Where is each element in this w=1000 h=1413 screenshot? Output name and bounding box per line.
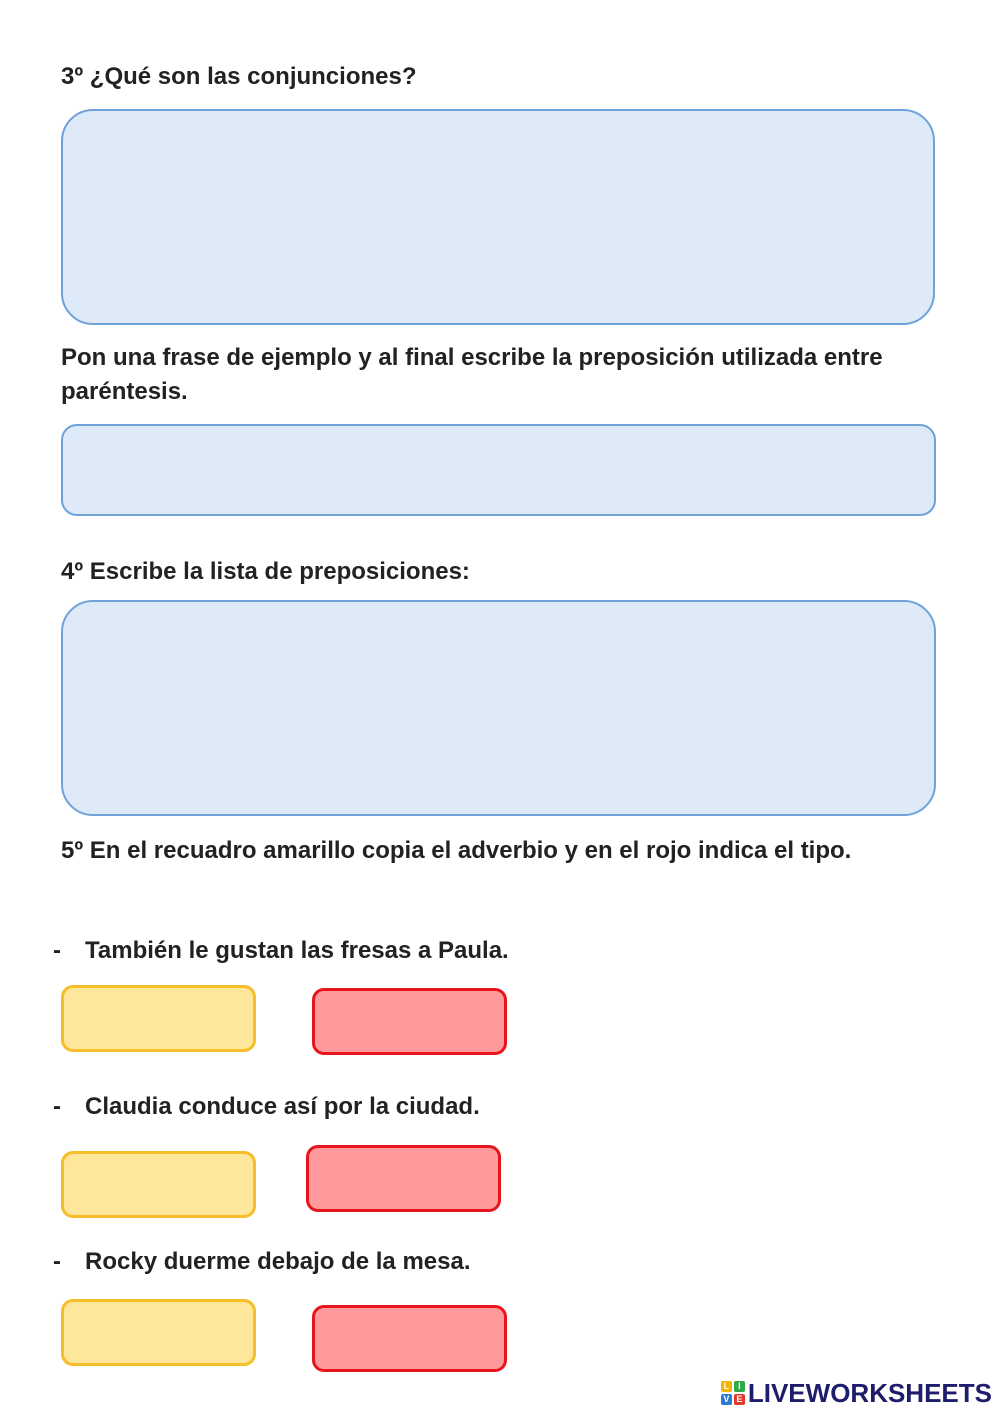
adverb-answer-box-1[interactable] bbox=[61, 985, 256, 1052]
question-3-instruction: Pon una frase de ejemplo y al final escribe la preposición utilizada entre paréntesis. bbox=[61, 344, 883, 405]
adverb-answer-box-3[interactable] bbox=[61, 1299, 256, 1366]
question-3-title: 3º ¿Qué son las conjunciones? bbox=[61, 63, 417, 90]
logo-mark-letter: V bbox=[721, 1394, 732, 1405]
liveworksheets-logo-icon bbox=[721, 1381, 745, 1405]
list-dash: - bbox=[53, 1093, 61, 1120]
prepositions-list-answer-box[interactable] bbox=[61, 600, 936, 816]
liveworksheets-logo-text: LIVEWORKSHEETS bbox=[747, 1377, 992, 1408]
sentence-3: Rocky duerme debajo de la mesa. bbox=[85, 1248, 471, 1275]
logo-mark-letter: L bbox=[721, 1381, 732, 1392]
adverb-type-answer-box-1[interactable] bbox=[312, 988, 507, 1055]
adverb-answer-box-2[interactable] bbox=[61, 1151, 256, 1218]
logo-mark-letter: E bbox=[734, 1394, 745, 1405]
adverb-type-answer-box-2[interactable] bbox=[306, 1145, 501, 1212]
liveworksheets-logo bbox=[721, 1376, 992, 1410]
conjunctions-answer-box[interactable] bbox=[61, 109, 935, 325]
sentence-2: Claudia conduce así por la ciudad. bbox=[85, 1093, 480, 1120]
list-dash: - bbox=[53, 937, 61, 964]
question-5-title: 5º En el recuadro amarillo copia el adverbio y en el rojo indica el tipo. bbox=[61, 837, 852, 864]
adverb-type-answer-box-3[interactable] bbox=[312, 1305, 507, 1372]
example-sentence-answer-box[interactable] bbox=[61, 424, 936, 516]
sentence-1: También le gustan las fresas a Paula. bbox=[85, 937, 509, 964]
list-dash: - bbox=[53, 1248, 61, 1275]
logo-mark-letter: I bbox=[734, 1381, 745, 1392]
question-4-title: 4º Escribe la lista de preposiciones: bbox=[61, 558, 470, 585]
